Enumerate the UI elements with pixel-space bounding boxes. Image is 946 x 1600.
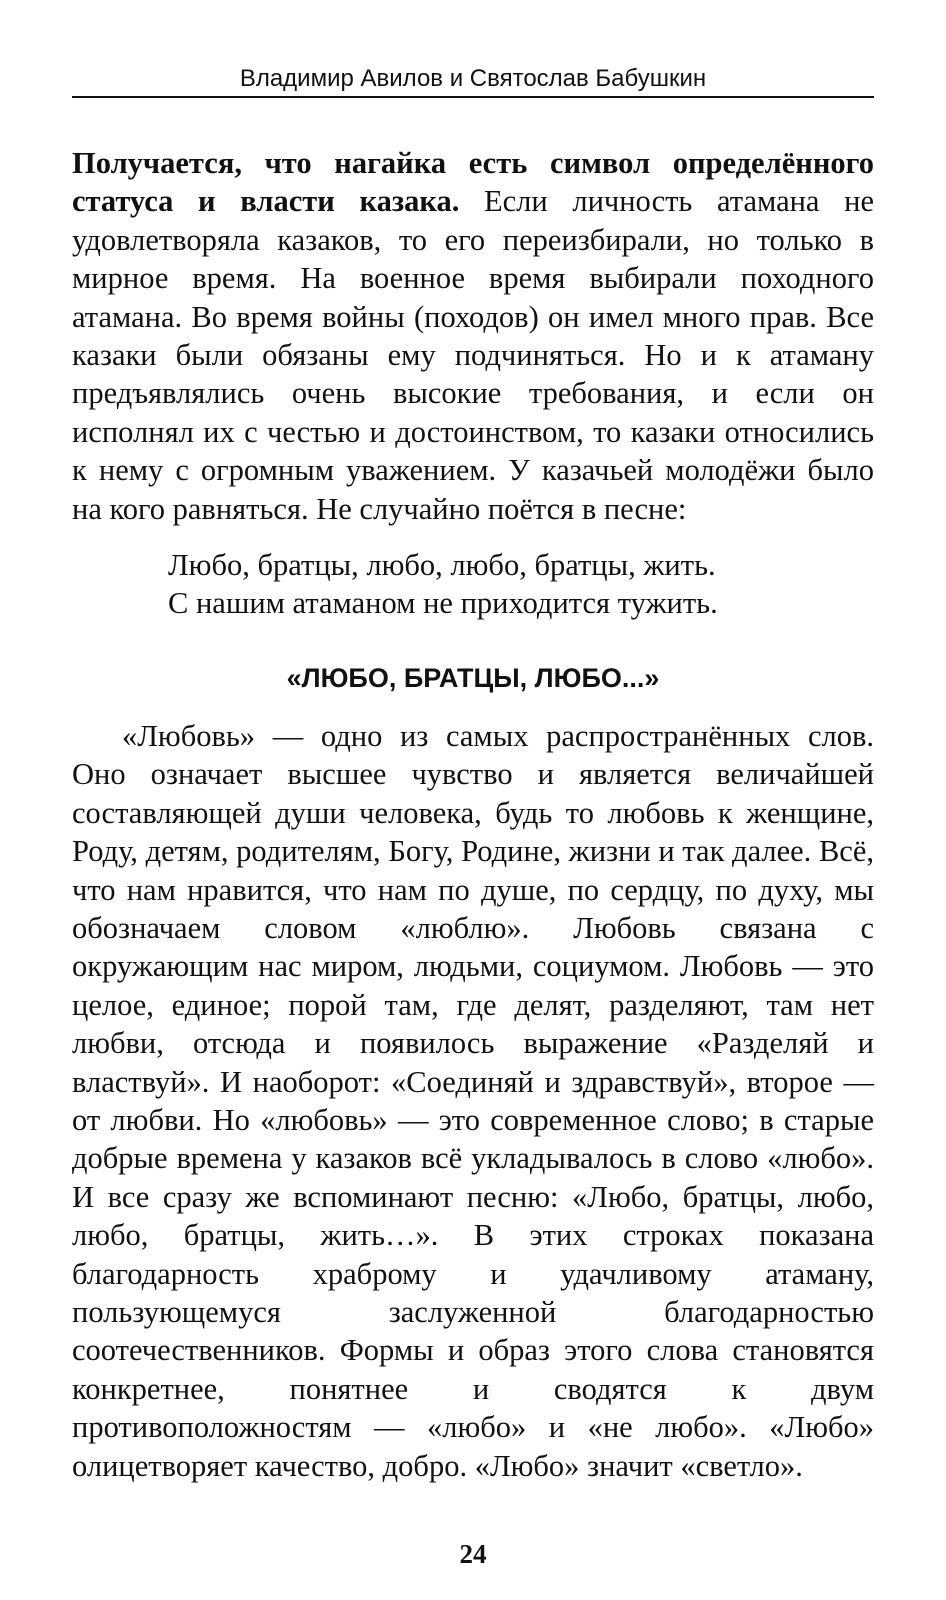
verse-line: С нашим атаманом не приходится тужить. (168, 586, 718, 621)
running-title: Владимир Авилов и Святослав Бабушкин (239, 65, 707, 92)
paragraph-2: «Любовь» — одно из самых распространённых слов. Оно означает высшее чувство и является величайшей составляющей души человека, будь то любовь к женщине, Роду, детям, родителям, Богу, Родине, жизни и так далее. Всё, что нам нравится, что нам по душе, по сердцу, по духу, мы обозначаем словом «люблю». Любовь связана с окружающим нас миром, людьми, социумом. Любовь — это целое, единое; порой там, где делят, разделяют, там нет любви, отсюда и появилось выражение «Разделяй и властвуй». И наоборот: «Соединяй и здравствуй», второе — от любви. Но «любовь» — это современное слово; в старые добрые времена у казаков всё укладывалось в слово «любо». И все сразу же вспоминают песню: «Любо, братцы, любо, любо, братцы, жить…». В этих строках показана благодарность храброму и удачливому атаману, пользующемуся заслуженной благодарностью соотечественников. Формы и образ этого слова становятся конкретнее, понятнее и сводятся к двум противоположностям — «любо» и «не любо». «Любо» олицетворяет качество, добро. «Любо» значит «светло». (72, 718, 874, 1483)
song-verse (168, 546, 874, 623)
paragraph-1-bold-lead: Получается, что нагайка есть символ определённого статуса и власти казака. (72, 146, 874, 219)
page-number: 24 (459, 1539, 487, 1569)
section-heading: «ЛЮБО, БРАТЦЫ, ЛЮБО...» (286, 662, 660, 693)
verse-line: Любо, братцы, любо, любо, братцы, жить. (168, 548, 716, 583)
page-body (72, 144, 874, 1485)
paragraph-1-text: Если личность атамана не удовлетворяла казаков, то его переизбирали, но только в мирное время. На военное время выбирали походного атамана. Во время войны (походов) он имел много прав. Все казаки были обязаны ему подчиняться. Но и к атаману предъявлялись очень высокие требования, и если он исполнял их с честью и достоинством, то казаки относились к нему с огромным уважением. У казачьей молодёжи было на кого равняться. Не случайно поётся в песне: (72, 184, 874, 526)
paragraph-1 (72, 144, 874, 528)
header-rule (72, 96, 874, 98)
